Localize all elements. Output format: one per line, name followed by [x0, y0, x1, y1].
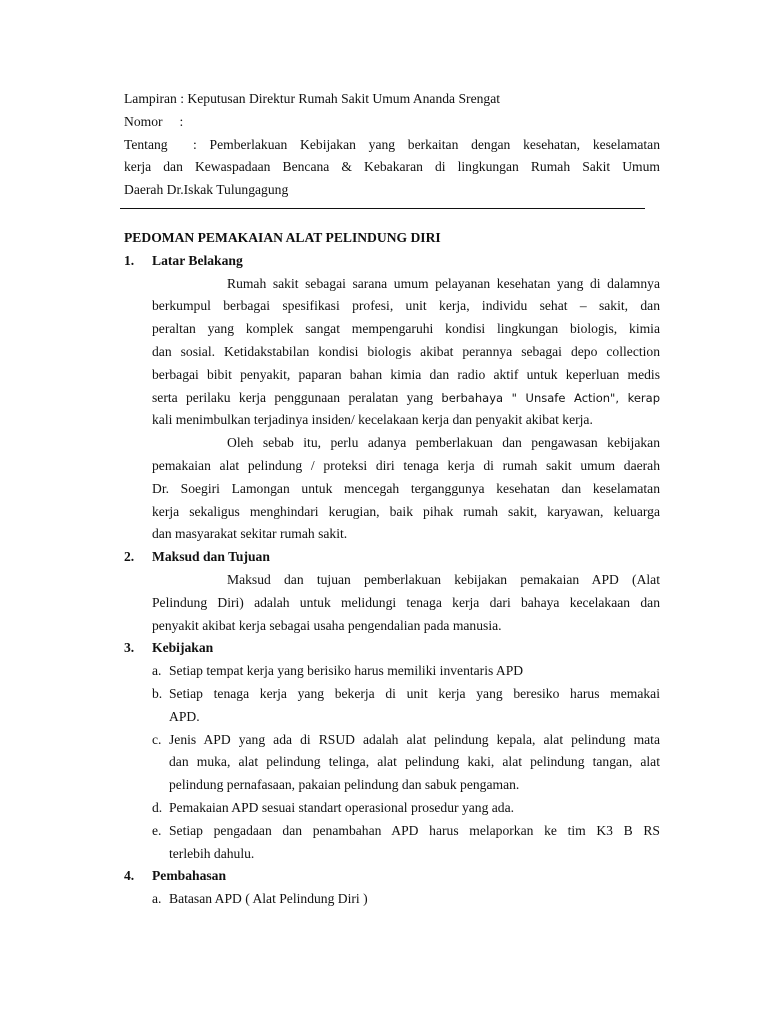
section-heading: [124, 546, 660, 569]
list-line: Pemakaian APD sesuai standart operasional prosedur yang ada.: [169, 799, 515, 815]
paragraph-line: Oleh sebab itu, perlu adanya pemberlakuan dan pengawasan kebijakan: [227, 435, 660, 451]
list-line: dan muka, alat pelindung telinga, alat pelindung kaki, alat pelindung tangan, alat: [169, 754, 660, 770]
list-text: [169, 729, 660, 797]
section-number: 3.: [124, 640, 135, 656]
section-heading: [124, 250, 660, 273]
tentang-line: kerja dan Kewaspadaan Bencana & Kebakaran di lingkungan Rumah Sakit Umum: [124, 159, 660, 175]
section-number: 1.: [124, 252, 135, 268]
list-line: Jenis APD yang ada di RSUD adalah alat pelindung kepala, alat pelindung mata: [169, 731, 660, 747]
nomor-line: Nomor :: [124, 113, 184, 129]
paragraph-line: Dr. Soegiri Lamongan untuk mencegah terganggunya kesehatan dan keselamatan: [152, 480, 660, 496]
header-divider: [120, 208, 645, 209]
document-header: [124, 88, 660, 209]
list-text: [169, 660, 660, 683]
section-title: Pembahasan: [152, 868, 227, 884]
list-text: [169, 820, 660, 866]
paragraph-line: [152, 387, 660, 410]
list-line: Setiap tenaga kerja yang bekerja di unit kerja yang beresiko harus memakai: [169, 685, 660, 701]
section-number: 2.: [124, 549, 135, 565]
paragraph-line: peraltan yang komplek sangat mempengaruhi kondisi lingkungan biologis, kimia: [152, 321, 660, 337]
paragraph-line: pemakaian alat pelindung / proteksi diri tenaga kerja di rumah sakit umum daerah: [152, 457, 660, 473]
paragraph-line: Maksud dan tujuan pemberlakuan kebijakan pemakaian APD (Alat: [227, 571, 660, 587]
discussion-list: [152, 888, 660, 911]
list-text: [169, 683, 660, 729]
paragraph: [152, 569, 660, 637]
policy-list: [152, 660, 660, 865]
list-item: [152, 660, 660, 683]
list-line: Setiap tempat kerja yang berisiko harus memiliki inventaris APD: [169, 663, 524, 679]
list-marker: d.: [152, 799, 163, 815]
list-line: APD.: [169, 708, 200, 724]
list-marker: e.: [152, 822, 162, 838]
paragraph-line: kerja sekaligus menghindari kerugian, baik pihak rumah sakit, karyawan, keluarga: [152, 503, 660, 519]
section-title: Kebijakan: [152, 640, 214, 656]
paragraph-line: kali menimbulkan terjadinya insiden/ kecelakaan kerja dan penyakit akibat kerja.: [152, 412, 593, 428]
section-title: Latar Belakang: [152, 252, 243, 268]
section-heading: [124, 637, 660, 660]
paragraph-line: Pelindung Diri) adalah untuk melidungi tenaga kerja dari bahaya kecelakaan dan: [152, 594, 660, 610]
paragraph-line: penyakit akibat kerja sebagai usaha pengendalian pada manusia.: [152, 617, 502, 633]
tentang-line: Tentang : Pemberlakuan Kebijakan yang berkaitan dengan kesehatan, keselamatan: [124, 136, 660, 152]
list-marker: a.: [152, 663, 162, 679]
paragraph-line: berbagai bibit penyakit, paparan bahan kimia dan radio aktif untuk keperluan medis: [152, 366, 660, 382]
list-line: Batasan APD ( Alat Pelindung Diri ): [169, 891, 368, 907]
section-title: Maksud dan Tujuan: [152, 549, 270, 565]
paragraph: [152, 273, 660, 547]
paragraph-line: berkumpul berbagai spesifikasi profesi, unit kerja, individu sehat – sakit, dan: [152, 298, 660, 314]
list-item: [152, 888, 660, 911]
list-line: Setiap pengadaan dan penambahan APD harus melaporkan ke tim K3 B RS: [169, 822, 660, 838]
list-item: [152, 820, 660, 866]
list-marker: b.: [152, 685, 163, 701]
list-item: [152, 683, 660, 729]
lampiran-line: Lampiran : Keputusan Direktur Rumah Sakit Umum Ananda Srengat: [124, 91, 501, 106]
list-line: pelindung pernafasaan, pakaian pelindung dan sabuk pengaman.: [169, 777, 520, 793]
list-text: [169, 888, 660, 911]
text-run: serta perilaku kerja penggunaan peralatan yang: [152, 389, 442, 405]
list-text: [169, 797, 660, 820]
tentang-line: Daerah Dr.Iskak Tulungagung: [124, 182, 289, 198]
list-item: [152, 729, 660, 797]
list-line: terlebih dahulu.: [169, 845, 255, 861]
paragraph-line: Rumah sakit sebagai sarana umum pelayanan kesehatan yang di dalamnya: [227, 275, 660, 291]
section-heading: [124, 865, 660, 888]
text-run-sans: berbahaya " Unsafe Action", kerap: [441, 390, 661, 405]
document-title: PEDOMAN PEMAKAIAN ALAT PELINDUNG DIRI: [124, 229, 441, 245]
paragraph-line: dan masyarakat sekitar rumah sakit.: [152, 526, 348, 542]
list-marker: a.: [152, 891, 162, 907]
section-number: 4.: [124, 868, 135, 884]
list-item: [152, 797, 660, 820]
list-marker: c.: [152, 731, 162, 747]
document-content: [124, 88, 660, 911]
paragraph-line: dan sosial. Ketidakstabilan kondisi biologis akibat perannya sebagai depo collection: [152, 343, 660, 359]
